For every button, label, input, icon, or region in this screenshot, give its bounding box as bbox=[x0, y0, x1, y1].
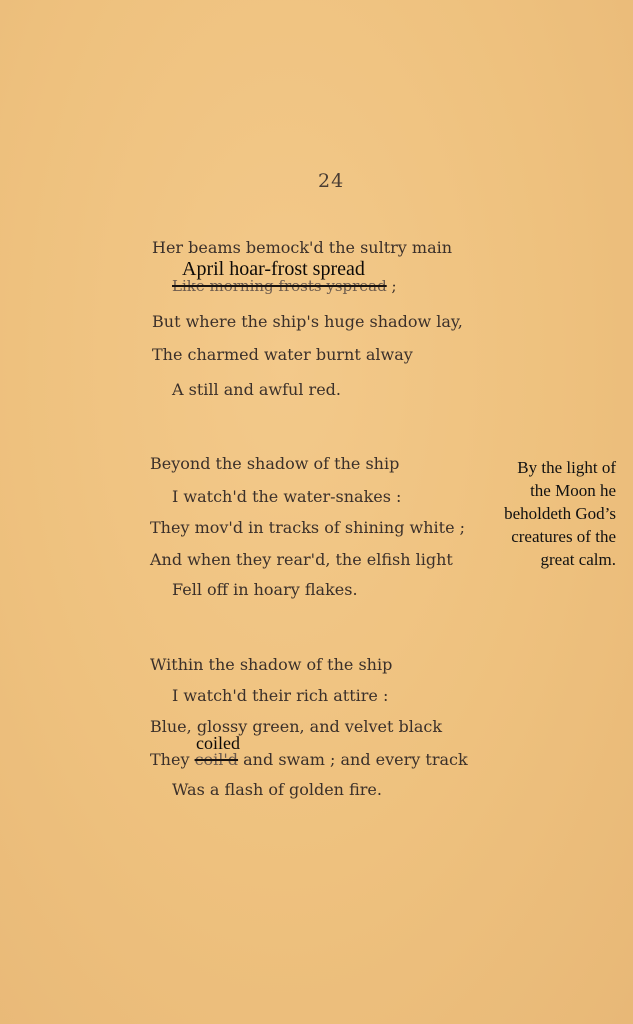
stanza3-line1: Within the shadow of the ship bbox=[150, 655, 393, 674]
line4-end: and swam ; and every track bbox=[243, 750, 468, 769]
stanza3-line5: Was a flash of golden fire. bbox=[172, 780, 382, 799]
stanza3-line2: I watch'd their rich attire : bbox=[172, 686, 389, 705]
margin-gloss-line: great calm. bbox=[540, 550, 616, 569]
margin-gloss-line: the Moon he bbox=[530, 481, 616, 500]
stanza2-line4: And when they rear'd, the elfish light bbox=[150, 550, 453, 569]
stanza2-line5: Fell off in hoary flakes. bbox=[172, 580, 358, 599]
struck-original-text: Like morning frosts yspread bbox=[172, 277, 387, 295]
page-number: 24 bbox=[318, 170, 345, 192]
margin-gloss-line: creatures of the bbox=[511, 527, 616, 546]
margin-gloss-line: By the light of bbox=[517, 458, 616, 477]
stanza2-line2: I watch'd the water-snakes : bbox=[172, 487, 402, 506]
stanza2-line1: Beyond the shadow of the ship bbox=[150, 454, 400, 473]
stanza1-line3: But where the ship's huge shadow lay, bbox=[152, 312, 463, 331]
semicolon: ; bbox=[391, 277, 397, 295]
line4-start: They bbox=[150, 750, 190, 769]
margin-gloss-line: beholdeth God’s bbox=[504, 504, 616, 523]
stanza1-line4: The charmed water burnt alway bbox=[152, 345, 413, 364]
stanza1-line2 bbox=[172, 277, 397, 295]
struck-original-word: coil'd bbox=[194, 750, 239, 769]
handwritten-correction-line4: coiled bbox=[196, 733, 240, 753]
stanza3-line4 bbox=[150, 750, 468, 769]
stanza2-line3: They mov'd in tracks of shining white ; bbox=[150, 518, 466, 537]
handwritten-correction-line2: April hoar-frost spread bbox=[182, 258, 365, 280]
stanza1-line1: Her beams bemock'd the sultry main bbox=[152, 238, 453, 257]
margin-gloss bbox=[470, 456, 616, 571]
stanza3-line3: Blue, glossy green, and velvet black bbox=[150, 717, 443, 736]
stanza1-line5: A still and awful red. bbox=[172, 380, 341, 399]
